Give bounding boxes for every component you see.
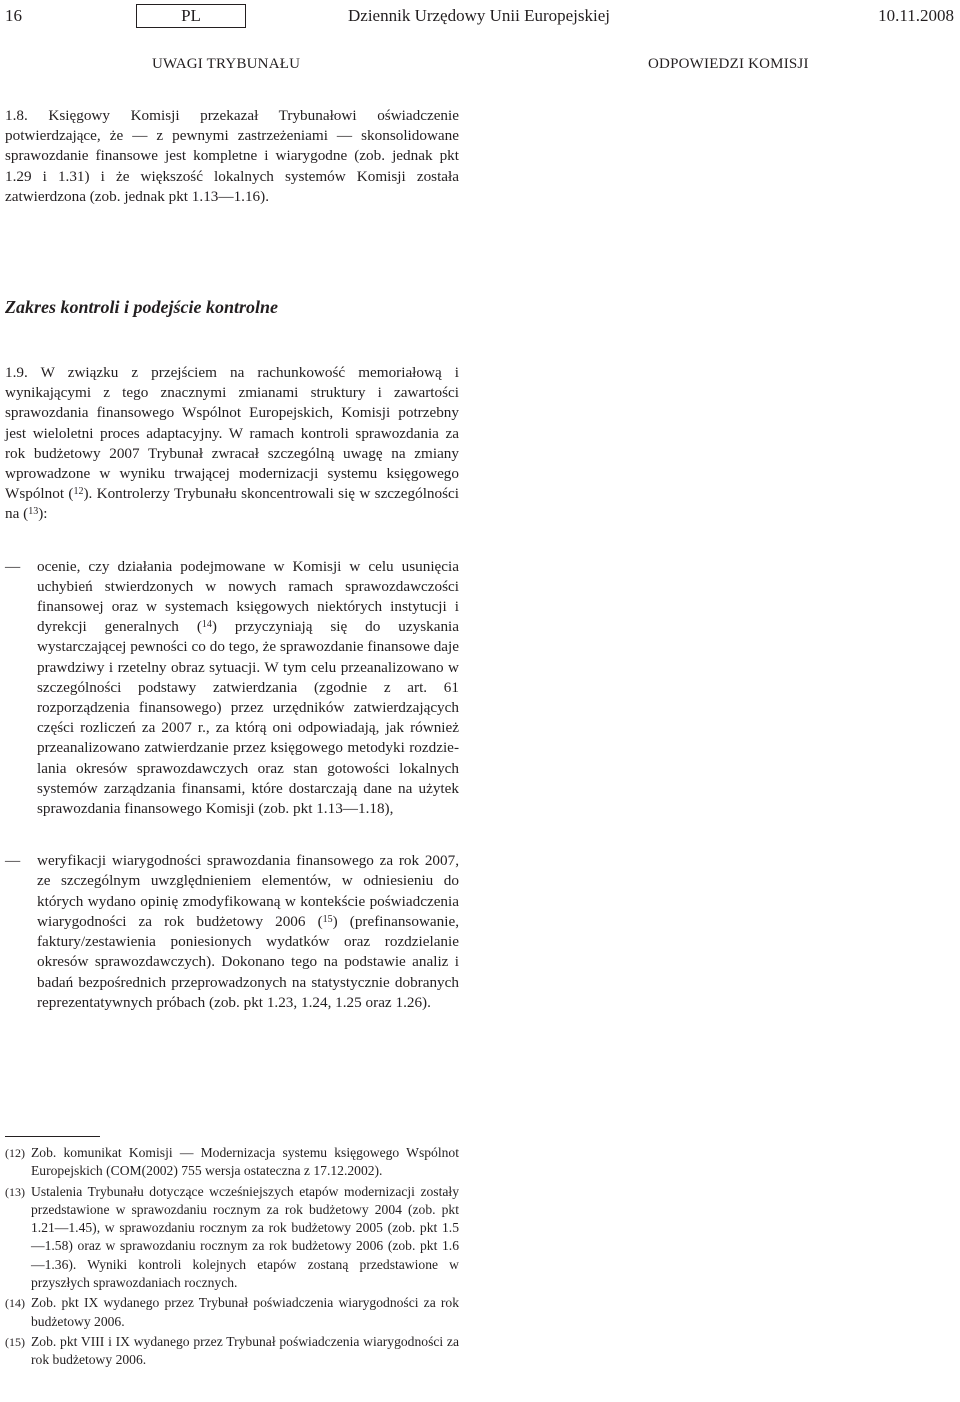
paragraph-1-8: 1.8. Księgowy Komisji przekazał Trybunałowi oświadczenie potwierdzające, że — z pewnymi zastrzeżeniami — skonsolidowane sprawozdanie finansowe jest kompletne i wiarygodne (zob. jednak pkt 1.29 i 1.31) i że większość lokalnych systemów Komisji została zatwierdzona (zob. jednak pkt 1.13—1.16). bbox=[5, 107, 459, 205]
footnote-ref-12: 12 bbox=[73, 486, 84, 498]
dash-list-item bbox=[5, 851, 459, 1013]
footnote-text: Zob. pkt VIII i IX wydanego przez Trybunał poświadczenia wiarygodności za rok budżetowy 2006. bbox=[31, 1333, 459, 1368]
footnote-text: Zob. komunikat Komisji — Modernizacja systemu księgowego Wspólnot Europejskich (COM(2002) 755 wersja ostateczna z 17.12.2002). bbox=[31, 1145, 459, 1179]
footnote-mark: (15) bbox=[5, 1334, 25, 1349]
issue-date: 10.11.2008 bbox=[878, 6, 954, 25]
footnote-text: Zob. pkt IX wydanego przez Trybunał poświadczenia wiarygodności za rok budżetowy 2006. bbox=[31, 1295, 459, 1329]
paragraph-1-9-text-a: 1.9. W związku z przejściem na rachunkowość memoriałową i wynikającymi z tego znacznymi zmianami struktury i zawartości sprawozdania finansowego Wspólnot Europejskich, Komisji potrzebny jest wieloletni proces adaptacyjny. W ramach kontroli sprawozdania za rok budżetowy 2007 Trybunał zwracał szczególną uwagę na zmiany wprowadzone w wyniku trwającej modernizacji systemu księgowego Wspólnot ( bbox=[5, 364, 459, 503]
footnote-mark: (12) bbox=[5, 1146, 25, 1160]
dash-item-1-text-b: ) przyczyniają się do uzyskania wystarczającej pewności co do tego, że sprawozdanie finansowe daje prawdziwy i rzetelny obraz sytuacji. W tym celu przeanalizowano w szczególności podstawy zatwierdzania (zgodnie z art. 61 rozporządzenia finansowego) przez urzędników zatwierdzających części rozliczeń za 2007 r., za którą oni odpowiadają, jak również przeanalizowano zatwierdzanie przez księgowego metodyki rozdzielania okresów sprawozdawczych oraz stan gotowości lokalnych systemów zarządzania finansami, które dostarczają dane na użytek sprawozdania finansowego Komisji (zob. pkt 1.13—1.18), bbox=[37, 618, 460, 818]
journal-title: Dziennik Urzędowy Unii Europejskiej bbox=[348, 6, 611, 25]
footnotes bbox=[5, 1144, 459, 1372]
dash-list-item bbox=[5, 557, 459, 820]
footnote-15 bbox=[5, 1333, 459, 1370]
page-number: 16 bbox=[5, 6, 22, 25]
paragraph-1-9-text-c: ): bbox=[38, 505, 48, 523]
dash-bullet: — bbox=[5, 557, 21, 575]
dash-bullet: — bbox=[5, 852, 21, 870]
dash-item-2-text-a: weryfikacji wiarygodności sprawozdania finansowego za rok 2007, ze szczególnym uwzględnieniem elementów, w odniesieniu do których wydano opinię zmodyfikowaną w kontekście poświadczenia wiarygodności za rok budżetowy 2006 ( bbox=[37, 852, 459, 930]
footnote-13 bbox=[5, 1183, 459, 1293]
footnote-mark: (14) bbox=[5, 1296, 25, 1311]
court-observations-column bbox=[5, 106, 459, 1013]
section-title: Zakres kontroli i podejście kontrolne bbox=[5, 297, 279, 318]
dash-item-2-text-b: ) (prefinansowanie, faktury/zestawienia poniesionych wydatków oraz rozdzielanie okresów sprawozdawczych). Dokonano tego na podstawie analiz i badań bezpośrednich przeprowadzonych na statystycznie dobranych reprezentatywnych próbach (zob. pkt 1.23, 1.24, 1.25 oraz 1.26). bbox=[37, 912, 460, 1011]
dash-item-1-text-a: ocenie, czy działania podejmowane w Komisji w celu usunięcia uchybień stwierdzonych w nowych ramach sprawozdawczości finansowej oraz w systemach księgowych niektórych instytucji i dyrekcji generalnych ( bbox=[37, 557, 459, 636]
left-column-heading: UWAGI TRYBUNAŁU bbox=[152, 56, 301, 72]
footnote-mark: (13) bbox=[5, 1184, 25, 1199]
footnote-12 bbox=[5, 1144, 459, 1181]
footnote-ref-13: 13 bbox=[28, 506, 39, 518]
footnote-14 bbox=[5, 1294, 459, 1331]
language-code-box: PL bbox=[136, 4, 246, 28]
paragraph-1-9-text-b: ). Kontrolerzy Trybunału skoncentrowali się w szczególności na ( bbox=[5, 485, 459, 523]
footnote-divider bbox=[5, 1136, 100, 1137]
footnote-text: Ustalenia Trybunału dotyczące wcześniejszych etapów modernizacji zostały przedstawione w sprawozdaniu rocznym za rok budżetowy 2004 (zob. pkt 1.21—1.45), w sprawozdaniu rocznym za rok budżetowy 2005 (zob. pkt 1.5—1.58) oraz w sprawozdaniu rocznym za rok budżetowy 2006 (zob. pkt 1.6—1.36). Wyniki kontroli kolejnych etapów zostaną przedstawione w przyszłych sprawozdaniach rocznych. bbox=[31, 1183, 459, 1291]
paragraph-1-9 bbox=[5, 363, 459, 525]
right-column-heading: ODPOWIEDZI KOMISJI bbox=[648, 56, 809, 72]
footnote-ref-14: 14 bbox=[201, 619, 212, 631]
footnote-ref-15: 15 bbox=[322, 913, 333, 925]
page-header bbox=[0, 4, 960, 28]
